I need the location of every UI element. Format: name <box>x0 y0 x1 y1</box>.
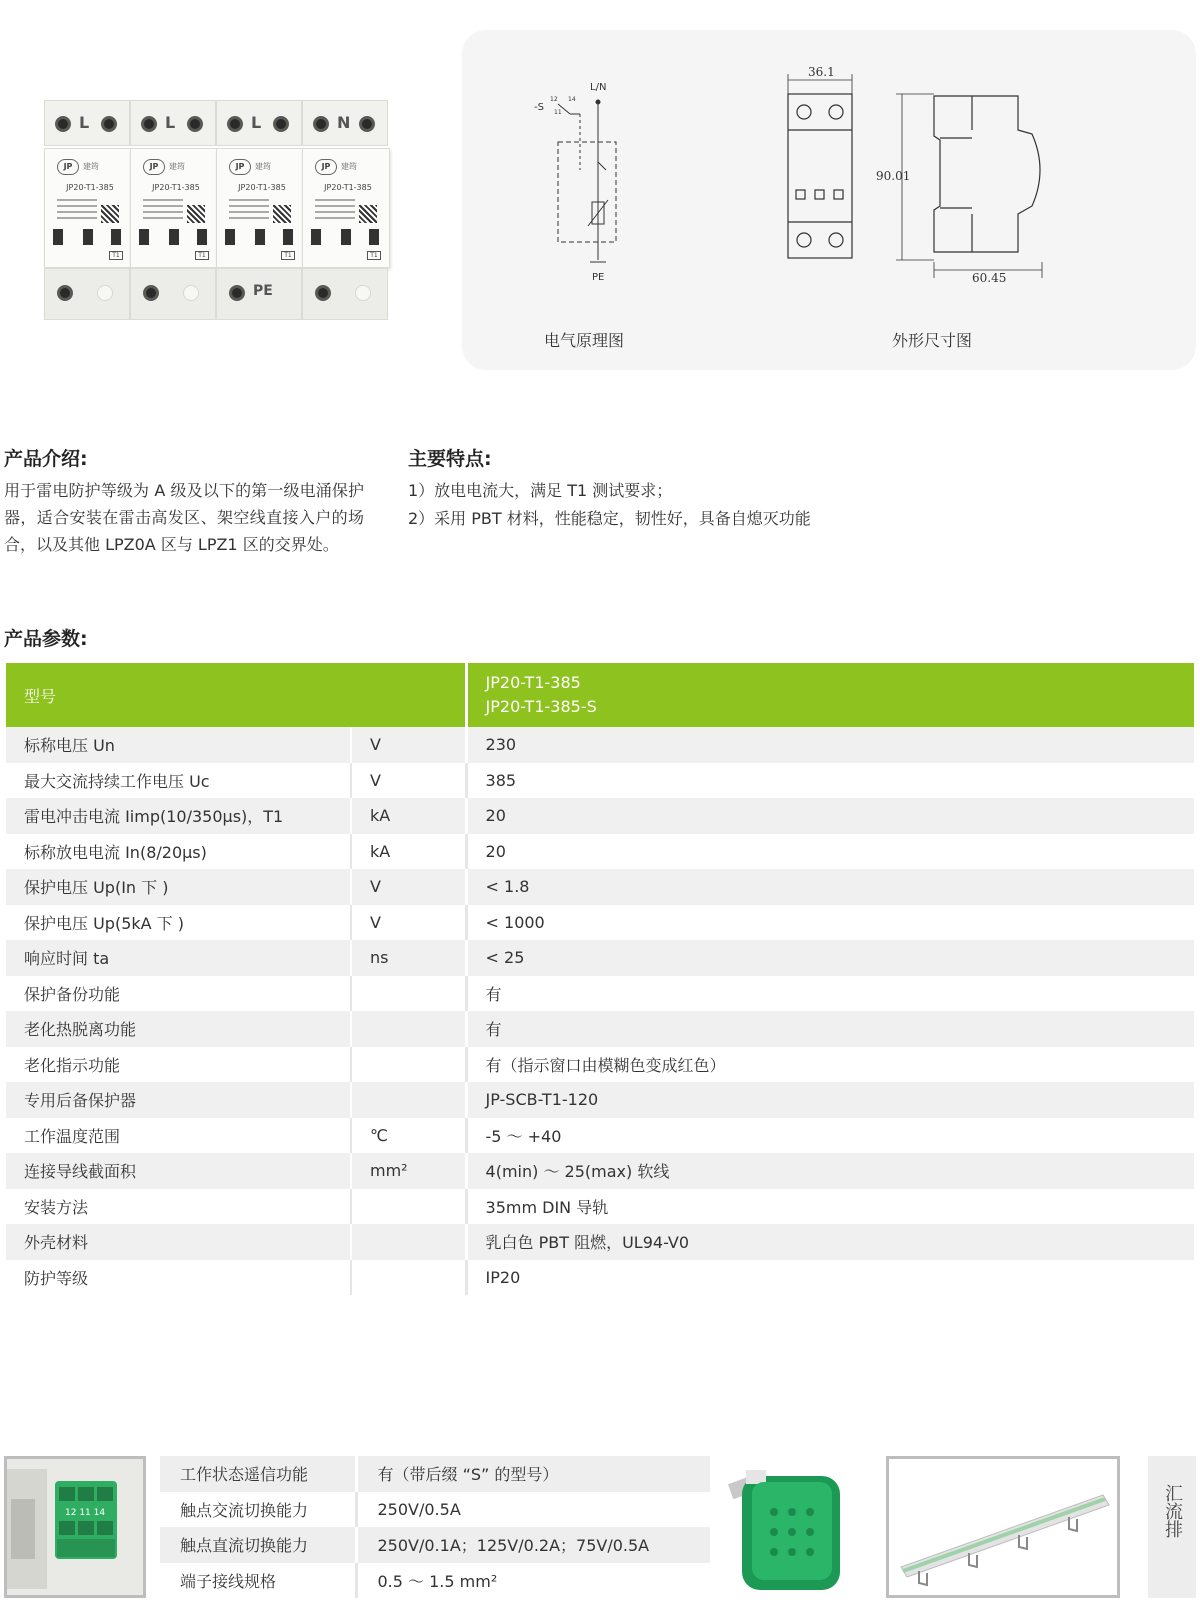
params-title: 产品参数: <box>4 628 88 650</box>
busbar-label-box <box>1148 1456 1196 1598</box>
module-model: JP20-T1-385 <box>238 183 286 192</box>
label-contact-11: 11 <box>554 109 562 116</box>
acc-value: 250V/0.5A <box>356 1492 710 1528</box>
dim-width: 36.1 <box>808 65 835 79</box>
t1-mark: T1 <box>367 251 381 260</box>
header-models <box>466 663 1194 727</box>
electrical-schematic <box>534 82 616 283</box>
dim-height: 90.01 <box>876 169 911 183</box>
model-name: JP20-T1-385-S <box>485 697 597 716</box>
param-name: 防护等级 <box>6 1260 351 1296</box>
t1-mark: T1 <box>195 251 209 260</box>
table-row <box>6 976 1194 1012</box>
label-contact-12: 12 <box>550 96 558 103</box>
screw-icon <box>187 116 203 132</box>
screw-icon <box>141 116 157 132</box>
screw-icon <box>57 285 73 301</box>
busbar-photo <box>886 1456 1120 1598</box>
brand-logo: JP <box>143 159 165 175</box>
brand-name: 建筠 <box>255 162 271 171</box>
param-value: 4(min) ～ 25(max) 软线 <box>466 1153 1194 1189</box>
param-value: 35mm DIN 导轨 <box>466 1189 1194 1225</box>
green-module-illustration <box>726 1456 856 1598</box>
feature-item: 2）采用 PBT 材料，性能稳定，韧性好，具备自熄灭功能 <box>408 509 811 528</box>
param-value: < 25 <box>466 940 1194 976</box>
table-row <box>6 834 1194 870</box>
table-row <box>6 1153 1194 1189</box>
brand-name: 建筠 <box>169 162 185 171</box>
module-model: JP20-T1-385 <box>324 183 372 192</box>
screw-icon <box>273 116 289 132</box>
brand-name: 建筠 <box>83 162 99 171</box>
param-value: JP-SCB-T1-120 <box>466 1082 1194 1118</box>
param-unit <box>351 976 466 1012</box>
param-unit <box>351 1260 466 1296</box>
table-row <box>6 1189 1194 1225</box>
table-row <box>6 940 1194 976</box>
param-name: 外壳材料 <box>6 1224 351 1260</box>
acc-name: 触点交流切换能力 <box>160 1492 356 1528</box>
screw-icon <box>55 116 71 132</box>
brand-logo: JP <box>229 159 251 175</box>
param-name: 标称放电电流 In(8/20μs) <box>6 834 351 870</box>
screw-icon <box>359 116 375 132</box>
param-value: 230 <box>466 727 1194 763</box>
qr-code-icon <box>359 205 377 223</box>
screw-icon <box>227 116 243 132</box>
label-contact-14: 14 <box>568 96 576 103</box>
terminal-label: L <box>251 113 262 132</box>
screw-icon <box>101 116 117 132</box>
t1-mark: T1 <box>109 251 123 260</box>
terminal-numbers: 12 11 14 <box>65 1508 106 1518</box>
diagram-panel <box>462 30 1196 370</box>
accessory-table <box>160 1456 710 1598</box>
feature-list <box>408 477 968 533</box>
spd-module-3 <box>216 100 302 320</box>
brand-name: 建筠 <box>341 162 357 171</box>
param-unit: V <box>351 905 466 941</box>
acc-name: 端子接线规格 <box>160 1563 356 1599</box>
acc-name: 工作状态遥信功能 <box>160 1456 356 1492</box>
intro-title: 产品介绍: <box>4 448 88 470</box>
param-unit: V <box>351 727 466 763</box>
busbar-illustration <box>889 1459 1117 1595</box>
param-value: 有（指示窗口由模糊色变成红色） <box>466 1047 1194 1083</box>
param-unit <box>351 1047 466 1083</box>
param-name: 保护电压 Up(5kA 下 ) <box>6 905 351 941</box>
table-row <box>6 1260 1194 1296</box>
features-title: 主要特点: <box>408 448 492 470</box>
table-row <box>6 1047 1194 1083</box>
spd-module-2 <box>130 100 216 320</box>
param-name: 响应时间 ta <box>6 940 351 976</box>
param-value: 乳白色 PBT 阻燃，UL94-V0 <box>466 1224 1194 1260</box>
table-row <box>6 727 1194 763</box>
param-value: 20 <box>466 798 1194 834</box>
param-value: -5 ～ +40 <box>466 1118 1194 1154</box>
param-unit <box>351 1189 466 1225</box>
acc-name: 触点直流切换能力 <box>160 1527 356 1563</box>
product-photo <box>44 100 394 320</box>
table-row <box>160 1456 710 1492</box>
busbar-label: 汇流排 <box>1162 1484 1183 1538</box>
param-name: 雷电冲击电流 Iimp(10/350μs)，T1 <box>6 798 351 834</box>
param-unit <box>351 1224 466 1260</box>
param-name: 工作温度范围 <box>6 1118 351 1154</box>
acc-value: 有（带后缀 “S” 的型号） <box>356 1456 710 1492</box>
table-row <box>6 869 1194 905</box>
table-row <box>6 1082 1194 1118</box>
screw-icon <box>315 285 331 301</box>
feature-item: 1）放电电流大，满足 T1 测试要求； <box>408 481 673 500</box>
table-row <box>6 1224 1194 1260</box>
param-name: 老化热脱离功能 <box>6 1011 351 1047</box>
param-value: < 1.8 <box>466 869 1194 905</box>
remote-signal-terminal-illustration <box>7 1459 143 1595</box>
table-row <box>6 763 1194 799</box>
intro-text: 用于雷电防护等级为 A 级及以下的第一级电涌保护器，适合安装在雷击高发区、架空线直接入户的场合，以及其他 LPZ0A 区与 LPZ1 区的交界处。 <box>4 481 364 554</box>
diagrams-svg <box>462 30 1196 370</box>
front-view <box>788 65 852 258</box>
param-unit <box>351 1082 466 1118</box>
param-unit: kA <box>351 798 466 834</box>
caption-electrical: 电气原理图 <box>544 331 625 350</box>
param-name: 保护电压 Up(In 下 ) <box>6 869 351 905</box>
spd-module-4 <box>302 100 388 320</box>
model-name: JP20-T1-385 <box>485 673 581 692</box>
qr-code-icon <box>101 205 119 223</box>
pe-terminal-label: PE <box>253 283 273 299</box>
param-value: 有 <box>466 1011 1194 1047</box>
table-row <box>6 1011 1194 1047</box>
param-name: 标称电压 Un <box>6 727 351 763</box>
param-unit: mm² <box>351 1153 466 1189</box>
acc-value: 0.5 ～ 1.5 mm² <box>356 1563 710 1599</box>
table-row <box>6 1118 1194 1154</box>
terminal-label: L <box>165 113 176 132</box>
label-s: -S <box>534 102 544 113</box>
screw-icon <box>143 285 159 301</box>
param-value: IP20 <box>466 1260 1194 1296</box>
param-name: 安装方法 <box>6 1189 351 1225</box>
side-view <box>876 94 1042 285</box>
qr-code-icon <box>273 205 291 223</box>
params-header-row <box>6 663 1194 727</box>
spd-module-1 <box>44 100 130 320</box>
param-unit: kA <box>351 834 466 870</box>
param-name: 连接导线截面积 <box>6 1153 351 1189</box>
terminal-label: N <box>337 113 351 132</box>
table-row <box>160 1527 710 1563</box>
qr-code-icon <box>187 205 205 223</box>
terminal-label: L <box>79 113 90 132</box>
param-value: 有 <box>466 976 1194 1012</box>
caption-dimension: 外形尺寸图 <box>892 331 973 350</box>
screw-icon <box>229 285 245 301</box>
label-pe: PE <box>592 272 605 283</box>
brand-logo: JP <box>57 159 79 175</box>
t1-mark: T1 <box>281 251 295 260</box>
table-row <box>160 1492 710 1528</box>
param-unit: V <box>351 763 466 799</box>
signal-module-photo <box>726 1456 856 1598</box>
param-unit: ℃ <box>351 1118 466 1154</box>
dim-depth: 60.45 <box>972 271 1007 285</box>
param-value: < 1000 <box>466 905 1194 941</box>
acc-value: 250V/0.1A；125V/0.2A；75V/0.5A <box>356 1527 710 1563</box>
table-row <box>6 798 1194 834</box>
brand-logo: JP <box>315 159 337 175</box>
remote-signal-photo <box>4 1456 146 1598</box>
param-unit <box>351 1011 466 1047</box>
params-table <box>6 663 1194 1295</box>
param-unit: ns <box>351 940 466 976</box>
screw-icon <box>313 116 329 132</box>
param-value: 385 <box>466 763 1194 799</box>
param-value: 20 <box>466 834 1194 870</box>
module-model: JP20-T1-385 <box>66 183 114 192</box>
table-row <box>160 1563 710 1599</box>
label-ln: L/N <box>590 82 607 93</box>
table-row <box>6 905 1194 941</box>
param-name: 保护备份功能 <box>6 976 351 1012</box>
param-name: 老化指示功能 <box>6 1047 351 1083</box>
param-name: 专用后备保护器 <box>6 1082 351 1118</box>
param-unit: V <box>351 869 466 905</box>
module-model: JP20-T1-385 <box>152 183 200 192</box>
param-name: 最大交流持续工作电压 Uc <box>6 763 351 799</box>
header-label: 型号 <box>6 663 466 727</box>
